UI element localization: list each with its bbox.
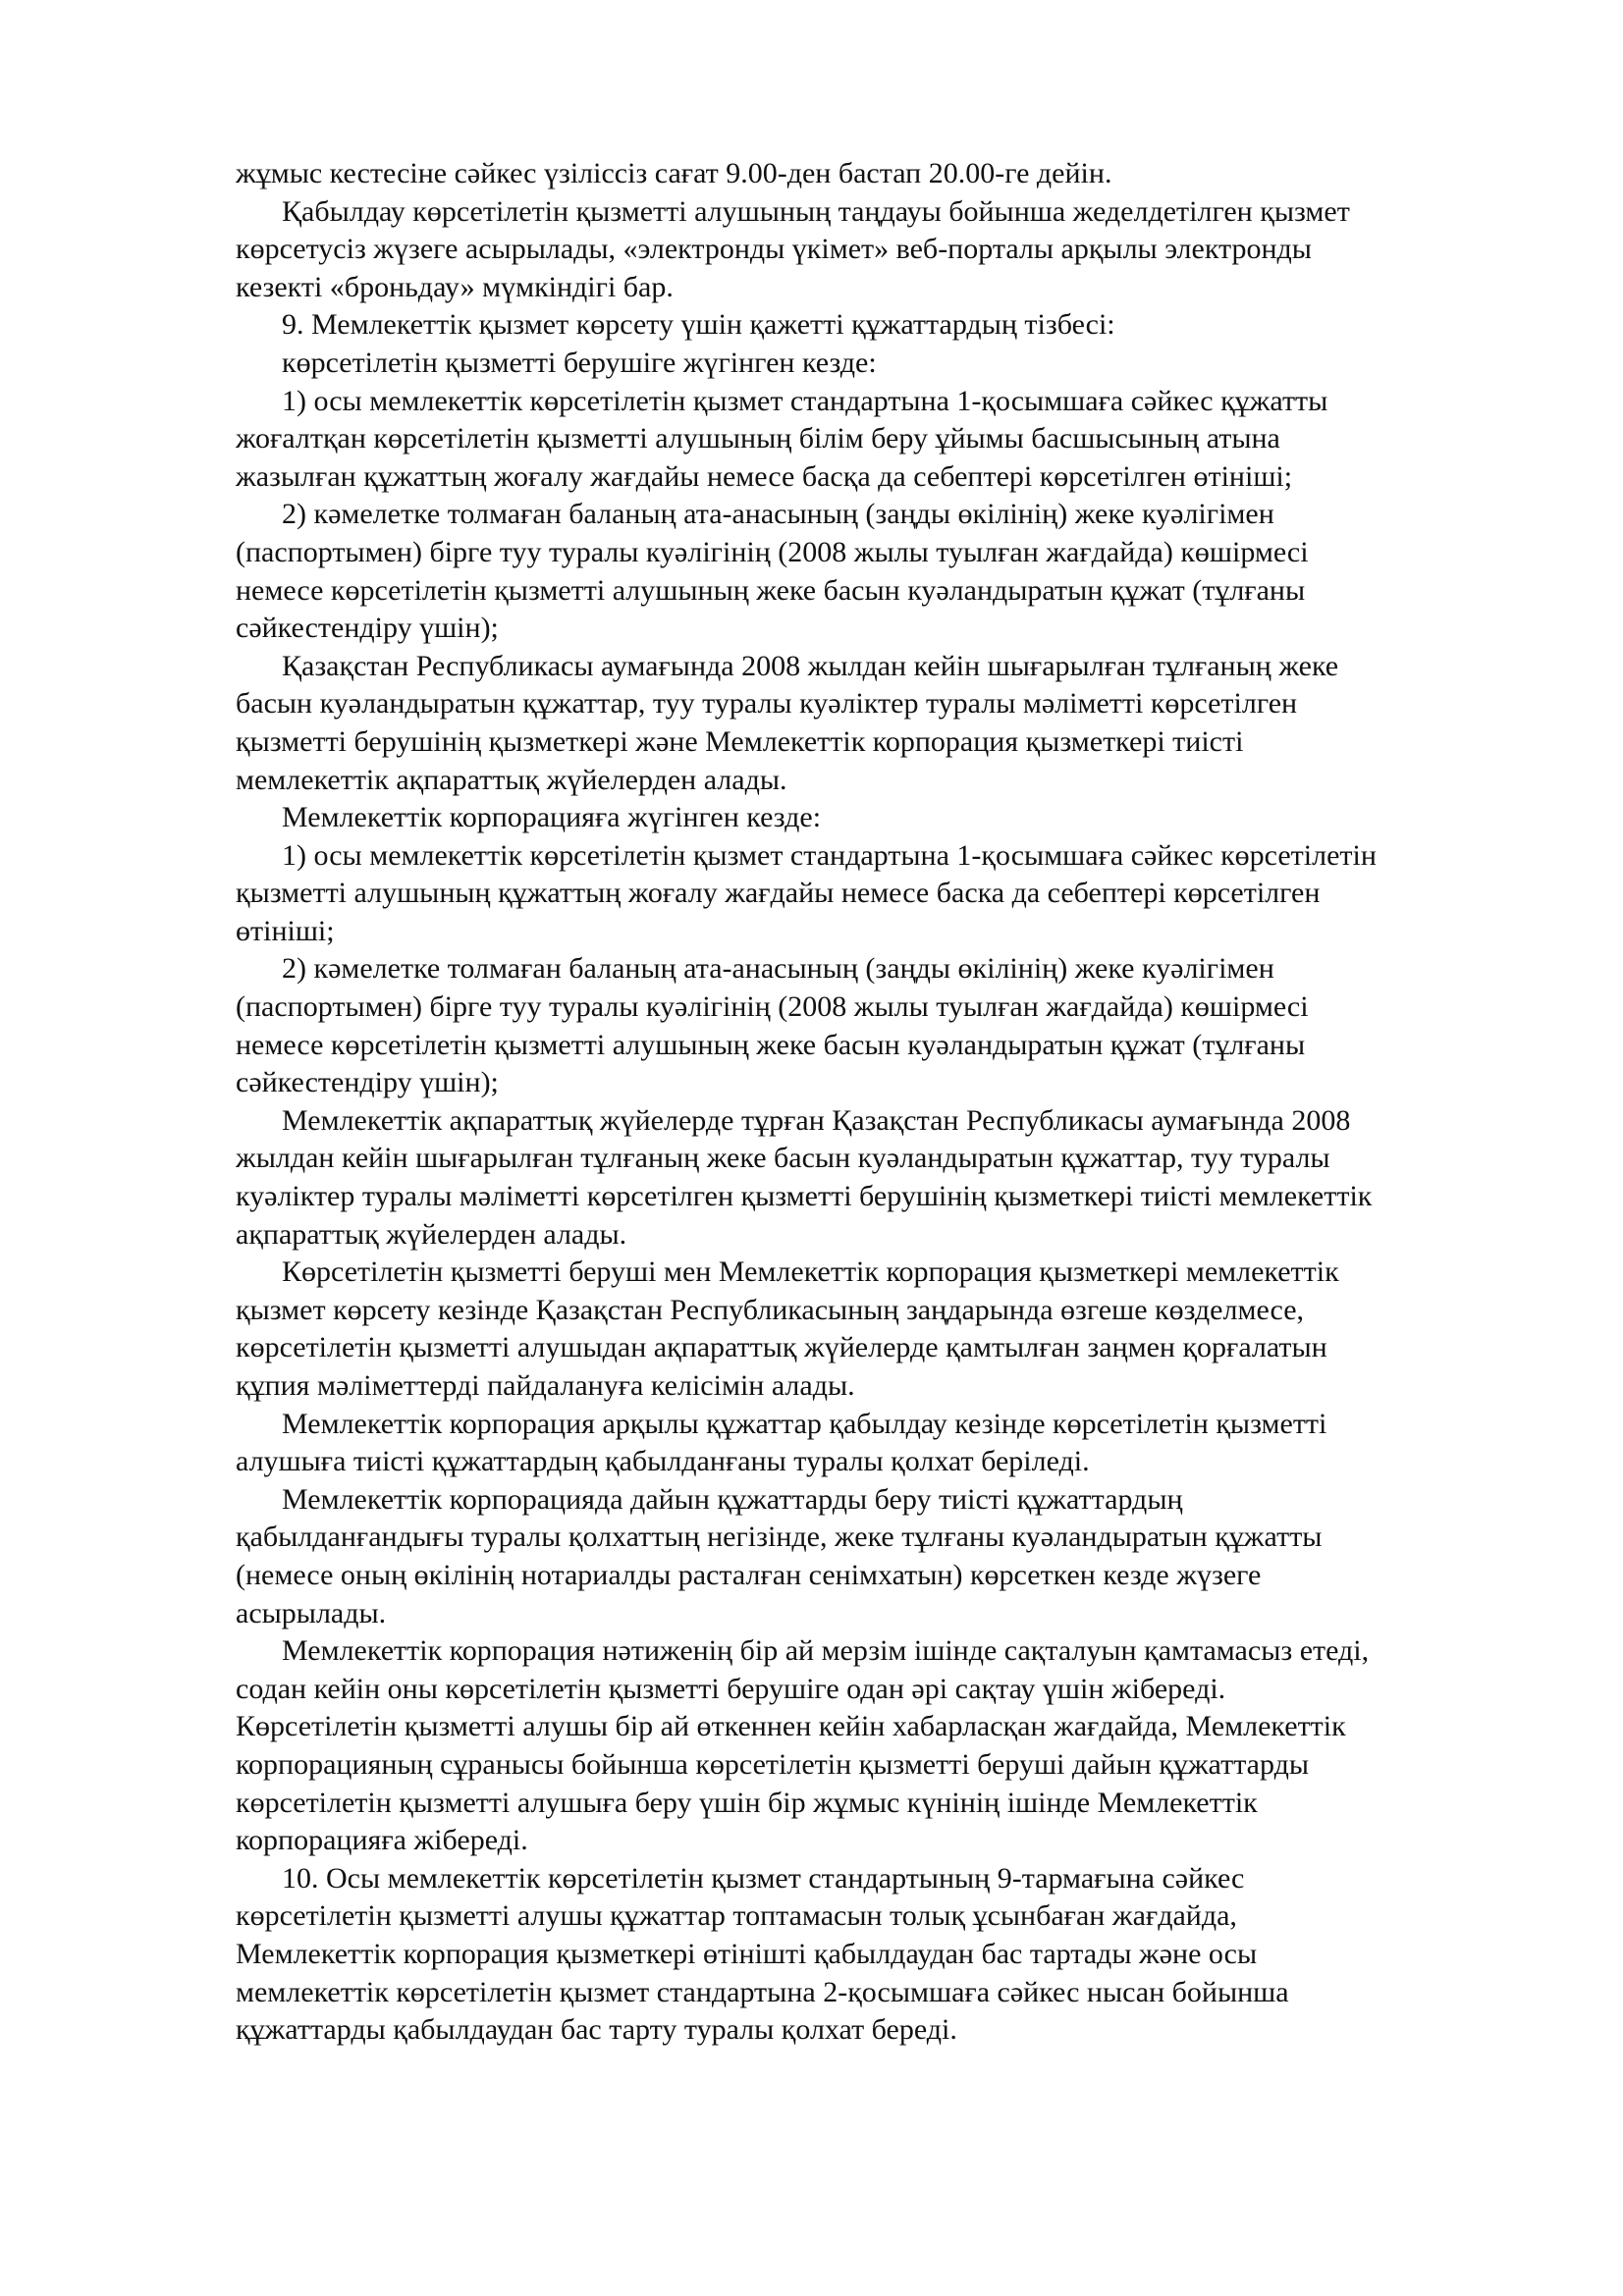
paragraph — [236, 1632, 1512, 1860]
text-line: Қабылдау көрсетілетін қызметті алушының таңдауы бойынша жеделдетілген қызмет — [282, 194, 1350, 228]
text-line: өтініші; — [236, 914, 335, 947]
text-line: сәйкестендіру үшін); — [236, 1066, 499, 1099]
paragraph — [236, 1860, 1512, 2050]
text-line: 2) кәмелетке толмаған баланың ата-анасының (заңды өкілінің) жеке куәлігімен — [282, 952, 1274, 986]
text-line: 10. Осы мемлекеттік көрсетілетін қызмет стандартының 9-тармағына сәйкес — [282, 1861, 1245, 1895]
paragraph — [236, 799, 1512, 837]
text-line: мемлекеттік көрсетілетін қызмет стандартына 2-қосымшаға сәйкес нысан бойынша — [236, 1975, 1289, 2008]
text-line: Мемлекеттік корпорацияда дайын құжаттарды беру тиісті құжаттардың — [282, 1482, 1183, 1516]
text-line: Мемлекеттік корпорацияға жүгінген кезде: — [282, 801, 822, 834]
paragraph — [236, 496, 1512, 647]
text-line: Мемлекеттік корпорация қызметкері өтінішті қабылдаудан бас тартады және осы — [236, 1937, 1258, 1970]
text-line: (паспортымен) бірге туу туралы куәлігінің (2008 жылы туылған жағдайда) көшірмесі — [236, 990, 1309, 1024]
text-line: корпорацияның сұранысы бойынша көрсетілетін қызметті беруші дайын құжаттарды — [236, 1747, 1310, 1781]
paragraph — [236, 1406, 1512, 1481]
text-line: Мемлекеттік корпорация арқылы құжаттар қабылдау кезінде көрсетілетін қызметті — [282, 1407, 1327, 1440]
paragraph — [236, 193, 1512, 307]
paragraph — [236, 837, 1512, 951]
text-line: немесе көрсетілетін қызметті алушының жеке басын куәландыратын құжат (тұлғаны — [236, 1028, 1306, 1061]
text-line: 1) осы мемлекеттік көрсетілетін қызмет стандартына 1-қосымшаға сәйкес көрсетілетін — [282, 838, 1377, 872]
text-line: құпия мәліметтерді пайдалануға келісімін алады. — [236, 1369, 855, 1402]
text-line: Қазақстан Республикасы аумағында 2008 жылдан кейін шығарылған тұлғаның жеке — [282, 649, 1339, 682]
text-line: Көрсетілетін қызметті беруші мен Мемлекеттік корпорация қызметкері мемлекеттік — [282, 1255, 1339, 1289]
text-line: ақпараттық жүйелерден алады. — [236, 1217, 627, 1251]
text-line: қызметті алушының құжаттың жоғалу жағдайы немесе баска да себептері көрсетілген — [236, 877, 1321, 910]
text-line: құжаттарды қабылдаудан бас тарту туралы қолхат береді. — [236, 2013, 957, 2047]
text-line: көрсетусіз жүзеге асырылады, «электронды үкімет» веб-порталы арқылы электронды — [236, 233, 1312, 266]
text-line: басын куәландыратын құжаттар, туу туралы куәліктер туралы мәліметті көрсетілген — [236, 687, 1298, 721]
text-line: жылдан кейін шығарылған тұлғаның жеке басын куәландыратын құжаттар, туу туралы — [236, 1142, 1330, 1175]
paragraph — [236, 306, 1512, 345]
text-line: көрсетілетін қызметті алушыға беру үшін бір жұмыс күнінің ішінде Мемлекеттік — [236, 1786, 1258, 1819]
paragraph — [236, 383, 1512, 497]
text-line: Көрсетілетін қызметті алушы бір ай өткеннен кейін хабарласқан жағдайда, Мемлекеттік — [236, 1710, 1346, 1743]
paragraph — [236, 1254, 1512, 1405]
paragraph — [236, 950, 1512, 1101]
text-line: (паспортымен) бірге туу туралы куәлігінің (2008 жылы туылған жағдайда) көшірмесі — [236, 535, 1309, 568]
text-line: немесе көрсетілетін қызметті алушының жеке басын куәландыратын құжат (тұлғаны — [236, 573, 1306, 607]
text-line: мемлекеттік ақпараттық жүйелерден алады. — [236, 763, 787, 796]
text-line: қызметті берушінің қызметкері және Мемлекеттік корпорация қызметкері тиісті — [236, 724, 1244, 758]
text-line: көрсетілетін қызметті алушы құжаттар топтамасын толық ұсынбаған жағдайда, — [236, 1899, 1237, 1933]
text-line: асырылады. — [236, 1596, 387, 1629]
document-body — [236, 155, 1512, 2050]
paragraph — [236, 155, 1512, 193]
text-line: жоғалтқан көрсетілетін қызметті алушының білім беру ұйымы басшысының атына — [236, 422, 1280, 455]
text-line: куәліктер туралы мәліметті көрсетілген қызметті берушінің қызметкері тиісті мемлекеттік — [236, 1180, 1373, 1213]
text-line: 9. Мемлекеттік қызмет көрсету үшін қажетті құжаттардың тізбесі: — [282, 308, 1115, 342]
paragraph — [236, 1481, 1512, 1632]
text-line: 1) осы мемлекеттік көрсетілетін қызмет стандартына 1-қосымшаға сәйкес құжатты — [282, 384, 1328, 417]
text-line: алушыға тиісті құжаттардың қабылданғаны туралы қолхат беріледі. — [236, 1445, 1090, 1478]
text-line: жазылған құжаттың жоғалу жағдайы немесе басқа да себептері көрсетілген өтініші; — [236, 459, 1293, 493]
text-line: көрсетілетін қызметті алушыдан ақпараттық жүйелерде қамтылған заңмен қорғалатын — [236, 1331, 1327, 1364]
text-line: Мемлекеттік корпорация нәтиженің бір ай мерзім ішінде сақталуын қамтамасыз етеді, — [282, 1634, 1370, 1668]
text-line: қызмет көрсету кезінде Қазақстан Республикасының заңдарында өзгеше көзделмесе, — [236, 1293, 1305, 1326]
text-line: содан кейін оны көрсетілетін қызметті берушіге одан әрі сақтау үшін жібереді. — [236, 1672, 1226, 1705]
paragraph — [236, 648, 1512, 799]
paragraph — [236, 1102, 1512, 1254]
text-line: (немесе оның өкілінің нотариалды расталған сенімхатын) көрсеткен кезде жүзеге — [236, 1558, 1262, 1591]
text-line: қабылданғандығы туралы қолхаттың негізінде, жеке тұлғаны куәландыратын құжатты — [236, 1521, 1323, 1554]
paragraph — [236, 345, 1512, 383]
text-line: корпорацияға жібереді. — [236, 1824, 528, 1857]
text-line: көрсетілетін қызметті берушіге жүгінген кезде: — [282, 346, 877, 379]
text-line: кезекті «броньдау» мүмкіндігі бар. — [236, 270, 674, 303]
text-line: сәйкестендіру үшін); — [236, 612, 499, 645]
text-line: жұмыс кестесіне сәйкес үзіліссіз сағат 9.00-ден бастап 20.00-ге дейін. — [236, 157, 1112, 189]
text-line: 2) кәмелетке толмаған баланың ата-анасының (заңды өкілінің) жеке куәлігімен — [282, 498, 1274, 531]
text-line: Мемлекеттік ақпараттық жүйелерде тұрған Қазақстан Республикасы аумағында 2008 — [282, 1103, 1351, 1137]
